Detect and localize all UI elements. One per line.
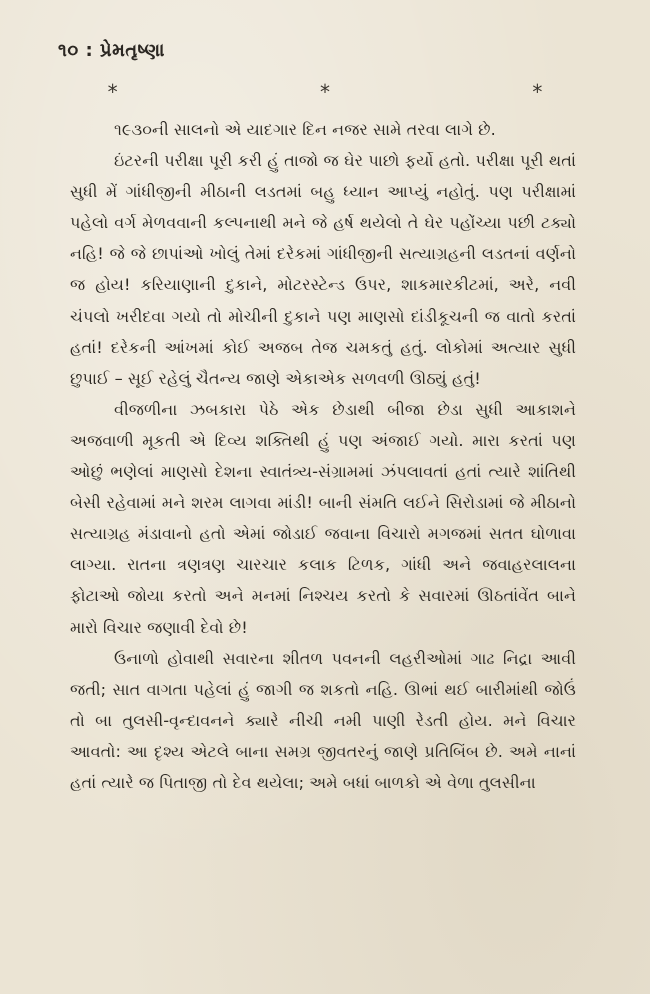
section-break-star: * <box>532 80 543 104</box>
paragraph: ૧૯૩૦ની સાલનો એ યાદગાર દિન નજર સામે તરવા લાગે છે. <box>114 120 496 139</box>
section-break-star: * <box>107 80 118 104</box>
page-number: ૧૦ <box>58 40 79 61</box>
section-break <box>0 80 650 104</box>
book-title: પ્રેમતૃષ્ણા <box>99 40 165 61</box>
header-colon: : <box>85 40 94 61</box>
paragraph: વીજળીના ઝબકારા પેઠે એક છેડાથી બીજા છેડા સુધી આકાશને અજવાળી મૂકતી એ દિવ્ય શક્તિથી હું પણ અંજાઈ ગયો. મારા કરતાં પણ ઓછું ભણેલાં માણસો દેશના સ્વાતંત્ર્ય-સંગ્રામમાં ઝંપલાવતાં હતાં ત્યારે શાંતિથી બેસી રહેવામાં મને શરમ લાગવા માંડી! બાની સંમતિ લઈને સિરોડામાં જે મીઠાનો સત્યાગ્રહ મંડાવાનો હતો એમાં જોડાઈ જવાના વિચારો મગજમાં સતત ઘોળાવા લાગ્યા. રાતના ત્રણત્રણ ચારચાર કલાક ટિળક, ગાંધી અને જવાહરલાલના ફોટાઓ જોયા કરતો અને મનમાં નિશ્ચય કરતો કે સવારમાં ઊઠતાંવેંત બાને મારો વિચાર જણાવી દેવો છે! <box>70 399 576 637</box>
section-break-star: * <box>320 80 330 104</box>
running-header <box>58 40 165 61</box>
paragraph: ઉનાળો હોવાથી સવારના શીતળ પવનની લહરીઓમાં ગાઢ નિદ્રા આવી જતી; સાત વાગતા પહેલાં હું જાગી જ શકતો નહિ. ઊભાં થઈ બારીમાંથી જોઉં તો બા તુલસી-વૃન્દાવનને ક્યારે નીચી નમી પાણી રેડતી હોય. મને વિચાર આવતો: આ દૃશ્ય એટલે બાના સમગ્ર જીવતરનું જાણે પ્રતિબિંબ છે. અમે નાનાં હતાં ત્યારે જ પિતાજી તો દેવ થયેલા; અમે બધાં બાળકો એ વેળા તુલસીના <box>70 648 576 792</box>
body-text <box>70 114 576 798</box>
paragraph: ઇંટરની પરીક્ષા પૂરી કરી હું તાજો જ ઘેર પાછો ફર્યો હતો. પરીક્ષા પૂરી થતાં સુધી મેં ગાંધીજીની મીઠાની લડતમાં બહુ ધ્યાન આપ્યું નહોતું. પણ પરીક્ષામાં પહેલો વર્ગ મેળવવાની કલ્પનાથી મને જે હર્ષ થયેલો તે ઘેર પહોંચ્યા પછી ટક્યો નહિ! જે જે છાપાંઓ ખોલું તેમાં દરેકમાં ગાંધીજીની સત્યાગ્રહની લડતનાં વર્ણનો જ હોય! કરિયાણાની દુકાને, મોટરસ્ટેન્ડ ઉપર, શાકમારકીટમાં, અરે, નવી ચંપલો ખરીદવા ગયો તો મોચીની દુકાને પણ માણસો દાંડીકૂચની જ વાતો કરતાં હતાં! દરેકની આંખમાં કોઈ અજબ તેજ ચમકતું હતું. લોકોમાં અત્યાર સુધી છુપાઈ – સૂઈ રહેલું ચૈતન્ય જાણે એકાએક સળવળી ઊઠ્યું હતું! <box>70 151 576 388</box>
